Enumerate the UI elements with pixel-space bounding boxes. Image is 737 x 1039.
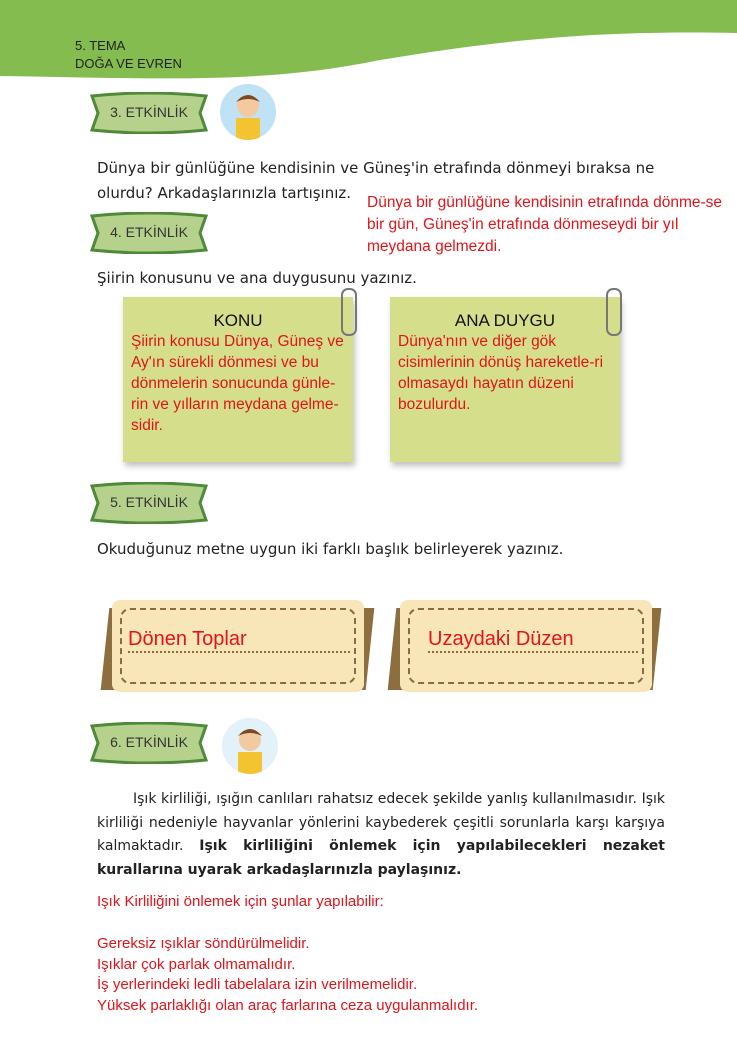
activity-3-answer: Dünya bir günlüğüne kendisinin etrafında dönme-se bir gün, Güneş'in etrafında dönmeseydi bir yıl meydana gelmezdi. — [367, 194, 723, 255]
activity-3-label: 3. ETKİNLİK — [110, 104, 188, 120]
activity-5-label: 5. ETKİNLİK — [110, 494, 188, 510]
paperclip-icon — [341, 288, 357, 336]
activity-4-banner — [88, 212, 210, 254]
answer-item: Işıklar çok parlak olmamalıdır. — [97, 955, 296, 973]
konu-answer: Şiirin konusu Dünya, Güneş ve Ay'ın sürekli dönmesi ve bu dönmelerin sonucunda günle-rin ve yılların meydana gelme-sidir. — [131, 333, 344, 434]
activity-4-label: 4. ETKİNLİK — [110, 224, 188, 240]
activity-3-banner — [88, 92, 210, 134]
paperclip-icon — [606, 288, 622, 336]
konu-title: KONU — [213, 311, 263, 330]
answer-item: Yüksek parlaklığı olan araç farlarına ceza uygulanmalıdır. — [97, 996, 479, 1014]
title-answer-1: Dönen Toplar — [128, 628, 350, 653]
title-answer-2: Uzaydaki Düzen — [428, 628, 638, 653]
answer-item: İş yerlerindeki ledli tabelalara izin verilmemelidir. — [97, 976, 418, 993]
title-box-2 — [400, 600, 652, 692]
ana-duygu-note — [390, 297, 620, 462]
answer-intro: Işık Kirliliğini önlemek için şunlar yapılabilir: — [97, 893, 384, 910]
ana-duygu-answer: Dünya'nın ve diğer gök cisimlerinin dönüş hareketle-ri olmasaydı hayatın düzeni bozulurdu. — [398, 333, 604, 413]
activity-5-banner — [88, 482, 210, 524]
activity-6-paragraph — [97, 788, 665, 882]
activity-6-label: 6. ETKİNLİK — [110, 734, 188, 750]
title-box-1 — [112, 600, 364, 692]
ana-duygu-title: ANA DUYGU — [454, 311, 556, 330]
answer-item: Gereksiz ışıklar söndürülmelidir. — [97, 935, 310, 952]
activity-3-question: Dünya bir günlüğüne kendisinin ve Güneş'in etrafında dönmeyi bıraksa ne olurdu? Arkadaşlarınızla tartışınız. — [97, 159, 655, 202]
answer-list — [97, 934, 478, 1016]
theme-number: 5. TEMA — [75, 38, 126, 53]
boy-illustration — [220, 84, 276, 140]
paragraph-plain: Işık kirliliği, ışığın canlıları rahatsız edecek şekilde yanlış kullanılmasıdır. Işık kirliliği nedeniyle hayvanlar yönlerini kaybederek çeşitli sorunlarla karşı karşıya kalmaktadır. — [97, 791, 665, 854]
boy-illustration — [222, 718, 278, 774]
activity-5-instruction: Okuduğunuz metne uygun iki farklı başlık belirleyerek yazınız. — [97, 540, 564, 558]
konu-note — [123, 297, 353, 462]
activity-4-instruction: Şiirin konusunu ve ana duygusunu yazınız. — [97, 269, 417, 287]
activity-6-banner — [88, 722, 210, 764]
theme-name: DOĞA VE EVREN — [75, 56, 182, 71]
paragraph-bold: Işık kirliliğini önlemek için yapılabilecekleri nezaket kurallarına uyarak arkadaşlarınızla paylaşınız. — [97, 838, 665, 878]
